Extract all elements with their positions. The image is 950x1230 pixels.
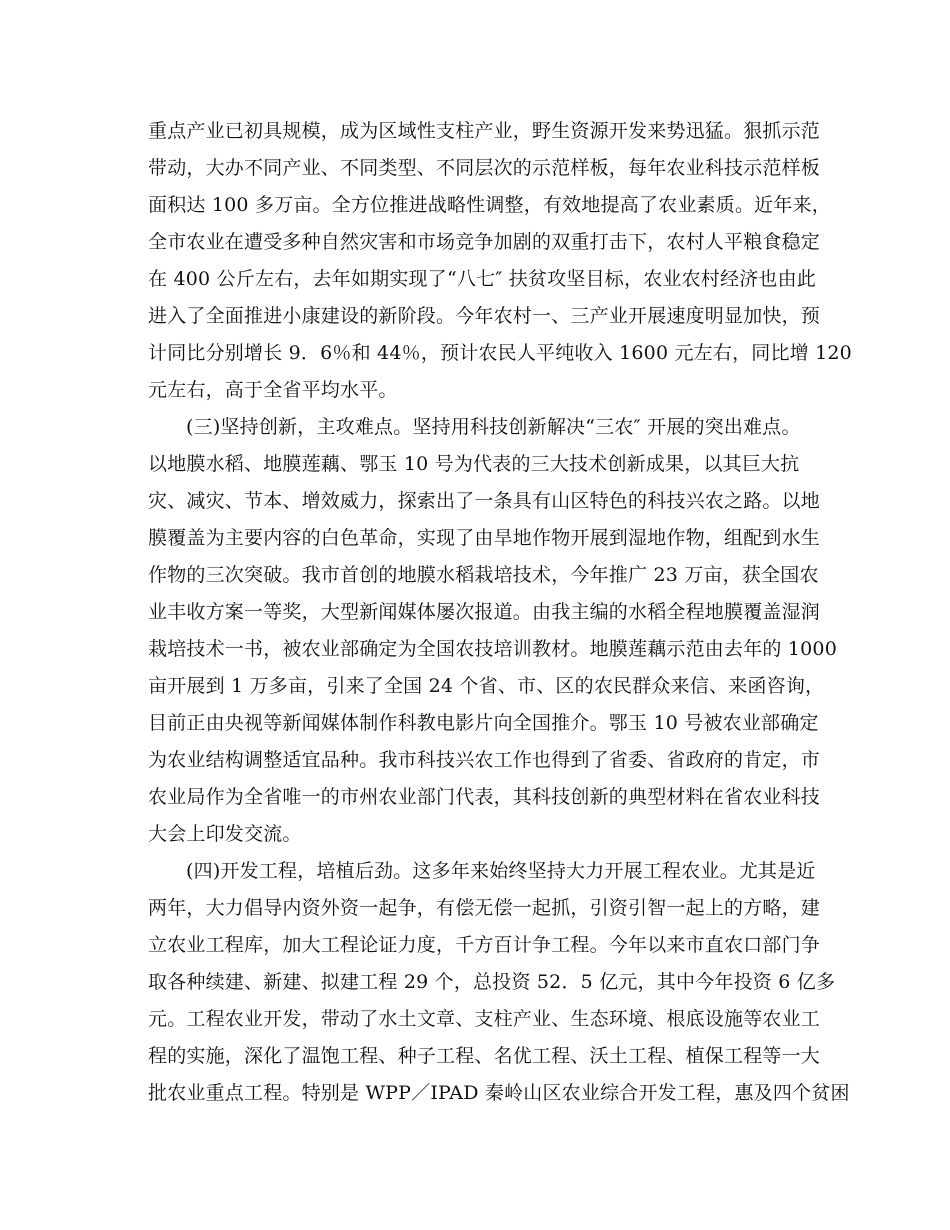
text-line: 重点产业已初具规模，成为区域性支柱产业，野生资源开发来势迅猛。狠抓示范: [148, 120, 821, 142]
text-line: 元左右，高于全省平均水平。: [148, 379, 398, 401]
text-line: 业丰收方案一等奖，大型新闻媒体屡次报道。由我主编的水稻全程地膜覆盖湿润: [148, 601, 821, 623]
text-line: 程的实施，深化了温饱工程、种子工程、名优工程、沃土工程、植保工程等一大: [148, 1045, 821, 1067]
text-line: 农业局作为全省唯一的市州农业部门代表，其科技创新的典型材料在省农业科技: [148, 786, 821, 808]
text-line: 面积达 100 多万亩。全方位推进战略性调整，有效地提高了农业素质。近年来，: [148, 194, 831, 216]
text-line: 进入了全面推进小康建设的新阶段。今年农村一、三产业开展速度明显加快，预: [148, 305, 821, 327]
text-line: 大会上印发交流。: [148, 823, 302, 845]
text-line: 在 400 公斤左右，去年如期实现了“八七″ 扶贫攻坚目标，农业农村经济也由此: [148, 268, 816, 290]
text-line: 以地膜水稻、地膜莲藕、鄂玉 10 号为代表的三大技术创新成果，以其巨大抗: [148, 453, 800, 475]
text-line: 栽培技术一书，被农业部确定为全国农技培训教材。地膜莲藕示范由去年的 1000: [148, 638, 837, 660]
text-line: 取各种续建、新建、拟建工程 29 个，总投资 52．5 亿元，其中今年投资 6 亿多: [148, 971, 836, 993]
text-line: 作物的三次突破。我市首创的地膜水稻栽培技术，今年推广 23 万亩，获全国农: [148, 564, 819, 586]
text-line: 带动，大办不同产业、不同类型、不同层次的示范样板，每年农业科技示范样板: [148, 157, 821, 179]
text-line: 批农业重点工程。特别是 WPP／IPAD 秦岭山区农业综合开发工程，惠及四个贫困: [148, 1082, 850, 1104]
text-line: 立农业工程库，加大工程论证力度，千方百计争工程。今年以来市直农口部门争: [148, 934, 821, 956]
text-line: 两年，大力倡导内资外资一起争，有偿无偿一起抓，引资引智一起上的方略，建: [148, 897, 821, 919]
text-line: 灾、减灾、节本、增效威力，探索出了一条具有山区特色的科技兴农之路。以地: [148, 490, 821, 512]
text-line: 全市农业在遭受多种自然灾害和市场竞争加剧的双重打击下，农村人平粮食稳定: [148, 231, 821, 253]
text-line: 计同比分别增长 9．6％和 44％，预计农民人平纯收入 1600 元左右，同比增 120: [148, 342, 852, 364]
text-line: 元。工程农业开发，带动了水土文章、支柱产业、生态环境、根底设施等农业工: [148, 1008, 821, 1030]
text-line: 膜覆盖为主要内容的白色革命，实现了由旱地作物开展到湿地作物，组配到水生: [148, 527, 821, 549]
paragraph-heading-4: (四)开发工程，培植后劲。这多年来始终坚持大力开展工程农业。尤其是近: [186, 860, 816, 882]
paragraph-heading-3: (三)坚持创新，主攻难点。坚持用科技创新解决“三农″ 开展的突出难点。: [186, 416, 801, 438]
text-line: 目前正由央视等新闻媒体制作科教电影片向全国推介。鄂玉 10 号被农业部确定: [148, 712, 819, 734]
text-line: 为农业结构调整适宜品种。我市科技兴农工作也得到了省委、省政府的肯定，市: [148, 749, 821, 771]
text-line: 亩开展到 1 万多亩，引来了全国 24 个省、市、区的农民群众来信、来函咨询，: [148, 675, 825, 697]
